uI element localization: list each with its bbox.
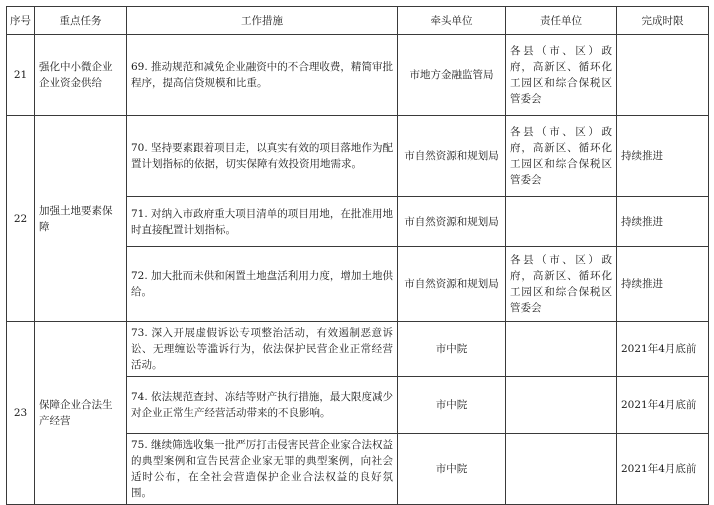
task-table [6,6,709,505]
row-number: 23 [7,322,35,505]
header-task: 重点任务 [35,7,127,35]
lead-unit: 市中院 [398,377,506,434]
key-task: 保障企业合法生产经营 [35,322,127,505]
table-row [7,35,709,116]
responsible-unit [506,197,617,247]
table-row [7,322,709,377]
header-time: 完成时限 [617,7,709,35]
lead-unit: 市中院 [398,434,506,505]
lead-unit: 市自然资源和规划局 [398,247,506,322]
responsible-unit [506,377,617,434]
responsible-unit: 各县（市、区）政府，高新区、循环化工园区和综合保税区管委会 [506,116,617,197]
header-resp: 责任单位 [506,7,617,35]
header-num: 序号 [7,7,35,35]
deadline: 2021年4月底前 [617,377,709,434]
table-row [7,116,709,197]
work-measure: 69. 推动规范和减免企业融资中的不合理收费，精简审批程序，提高信贷规模和比重。 [127,35,398,116]
responsible-unit [506,434,617,505]
lead-unit: 市自然资源和规划局 [398,197,506,247]
lead-unit: 市中院 [398,322,506,377]
deadline: 持续推进 [617,197,709,247]
work-measure: 72. 加大批而未供和闲置土地盘活利用力度，增加土地供给。 [127,247,398,322]
deadline: 持续推进 [617,247,709,322]
row-number: 22 [7,116,35,322]
lead-unit: 市自然资源和规划局 [398,116,506,197]
work-measure: 73. 深入开展虚假诉讼专项整治活动，有效遏制恶意诉讼、无理缠讼等滥诉行为，依法保护民营企业正常经营活动。 [127,322,398,377]
deadline: 2021年4月底前 [617,322,709,377]
key-task: 加强土地要素保障 [35,116,127,322]
header-measure: 工作措施 [127,7,398,35]
work-measure: 71. 对纳入市政府重大项目清单的项目用地，在批准用地时直接配置计划指标。 [127,197,398,247]
responsible-unit [506,322,617,377]
work-measure: 75. 继续筛选收集一批严厉打击侵害民营企业家合法权益的典型案例和宣告民营企业家无罪的典型案例，向社会适时公布，在全社会营造保护企业合法权益的良好氛围。 [127,434,398,505]
key-task: 强化中小微企业企业资金供给 [35,35,127,116]
responsible-unit: 各县（市、区）政府，高新区、循环化工园区和综合保税区管委会 [506,35,617,116]
header-lead: 牵头单位 [398,7,506,35]
responsible-unit: 各县（市、区）政府，高新区、循环化工园区和综合保税区管委会 [506,247,617,322]
row-number: 21 [7,35,35,116]
work-measure: 70. 坚持要素跟着项目走，以真实有效的项目落地作为配置计划指标的依据，切实保障有效投资用地需求。 [127,116,398,197]
deadline [617,35,709,116]
lead-unit: 市地方金融监管局 [398,35,506,116]
header-row [7,7,709,35]
work-measure: 74. 依法规范查封、冻结等财产执行措施，最大限度减少对企业正常生产经营活动带来的不良影响。 [127,377,398,434]
deadline: 持续推进 [617,116,709,197]
deadline: 2021年4月底前 [617,434,709,505]
